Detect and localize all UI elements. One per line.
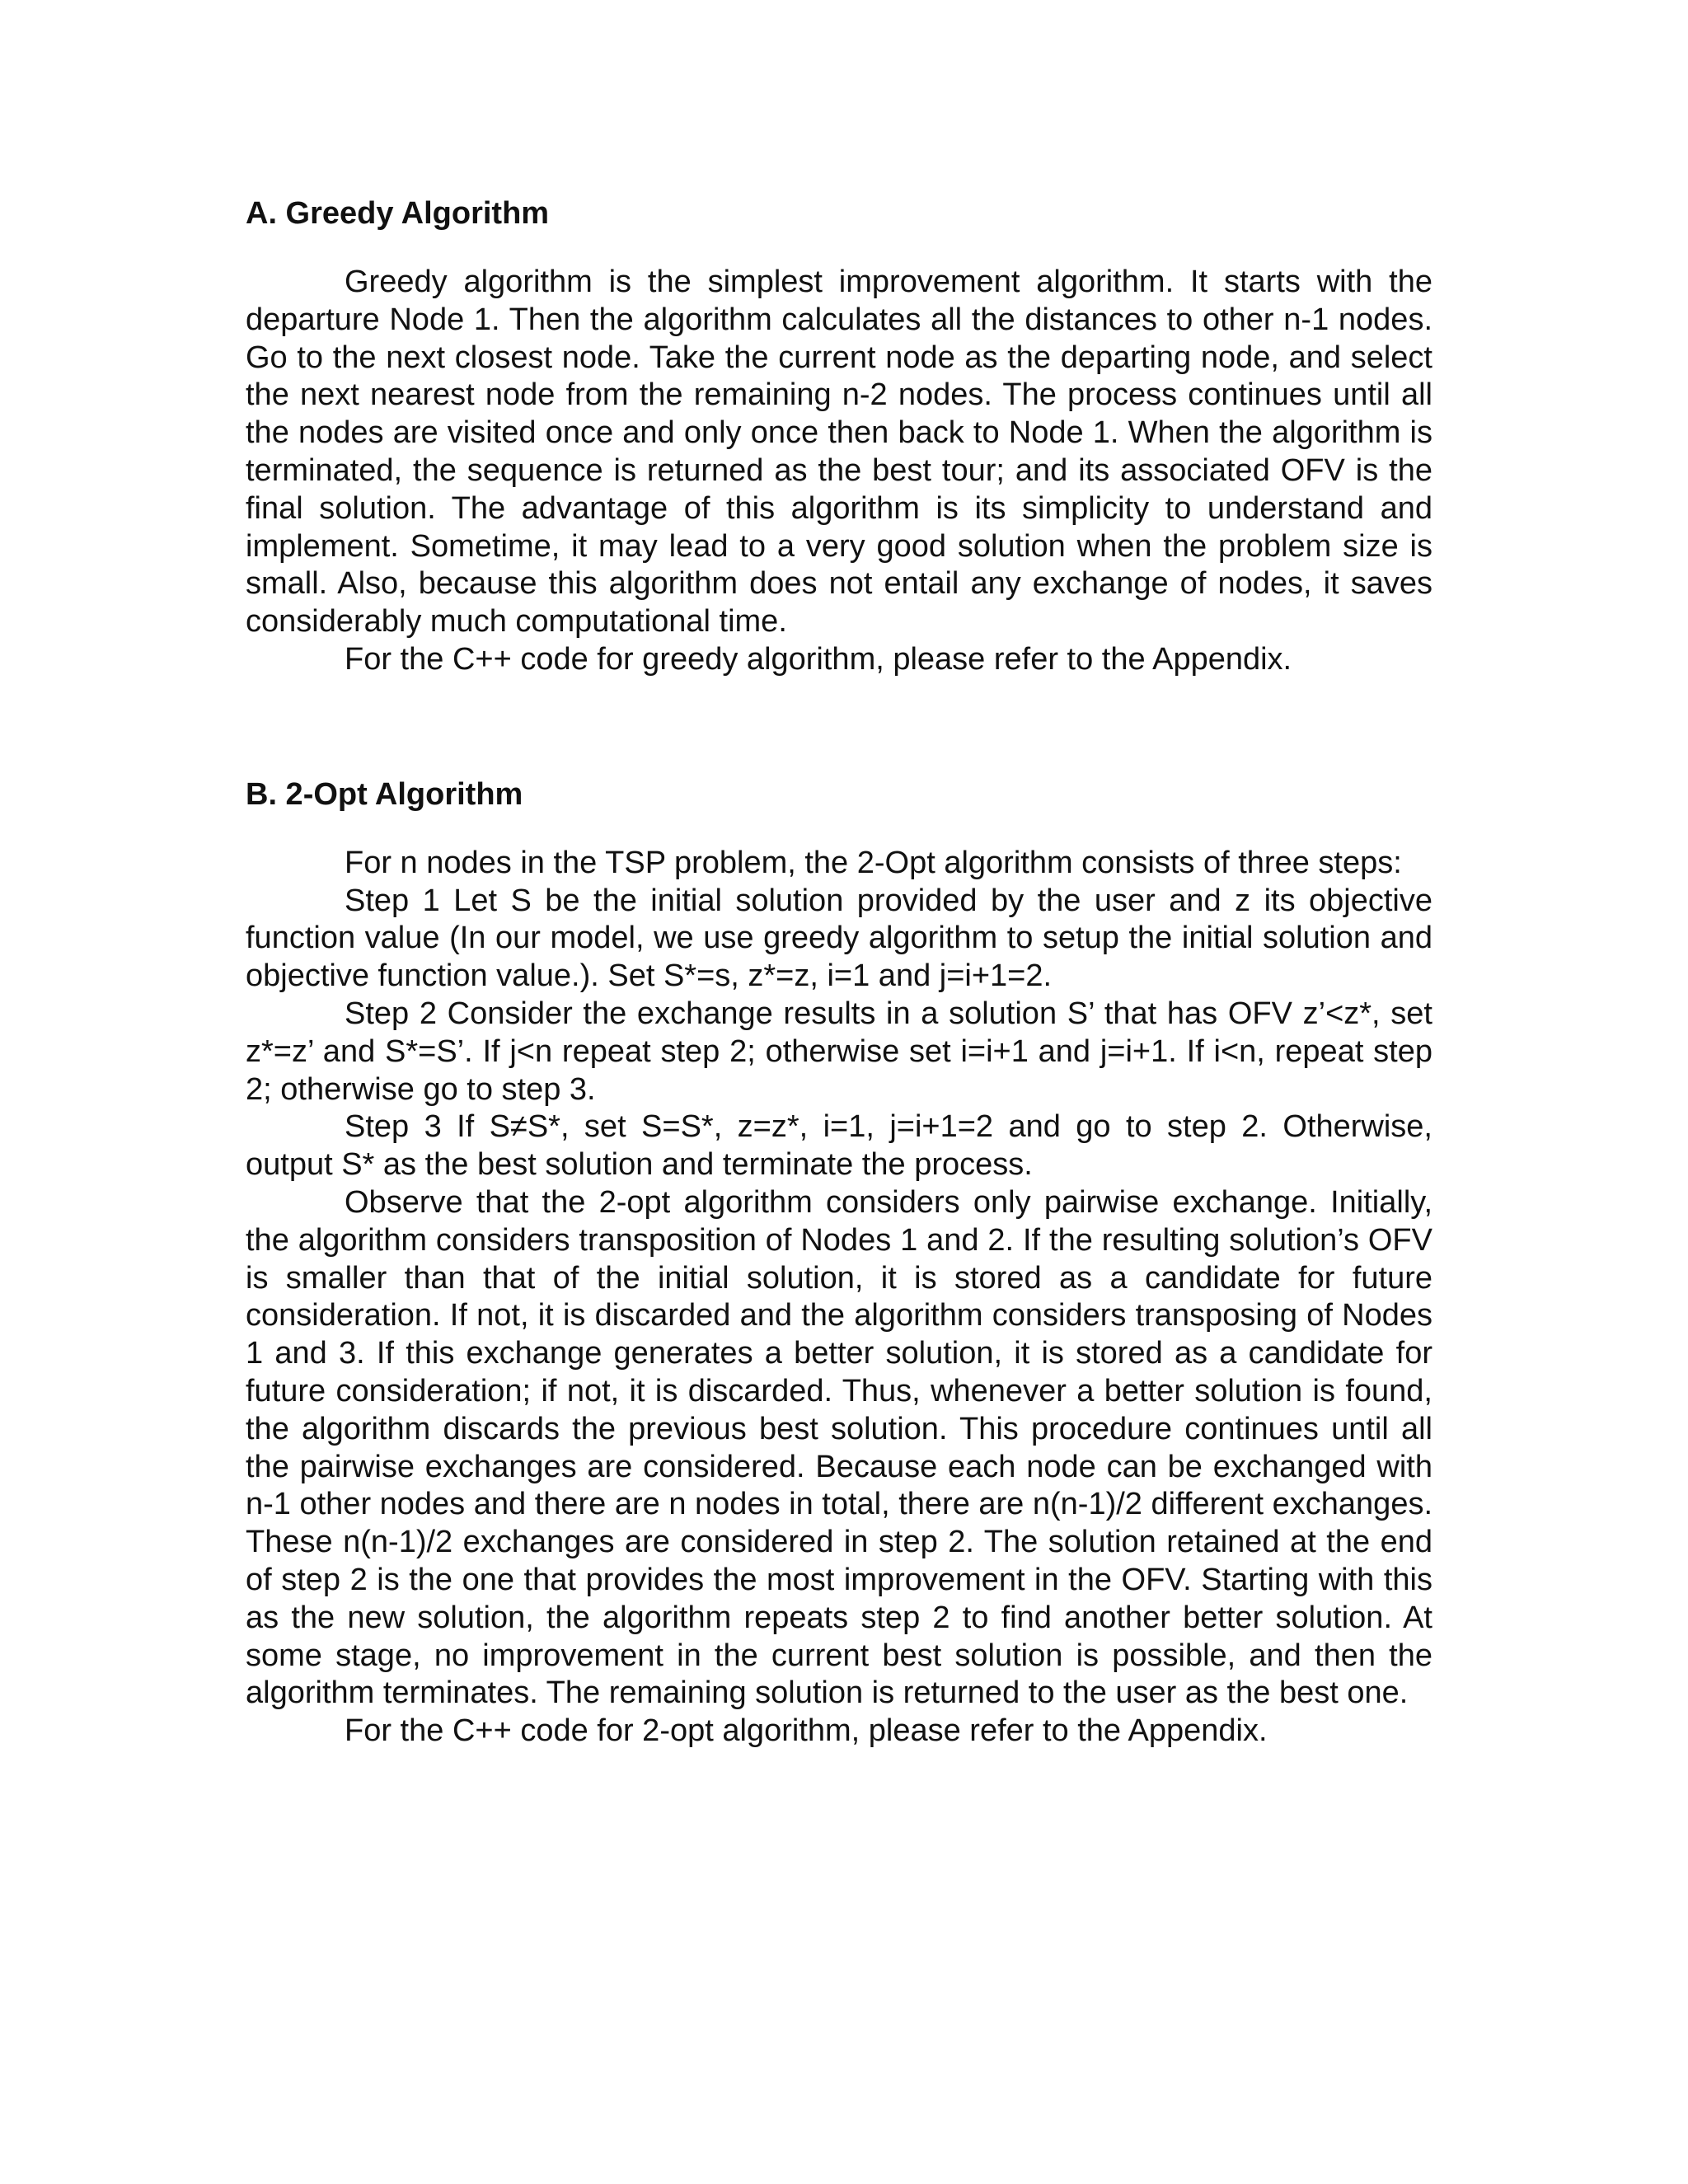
greedy-appendix-note: For the C++ code for greedy algorithm, please refer to the Appendix.	[345, 641, 1292, 677]
section-a-heading: A. Greedy Algorithm	[246, 196, 550, 231]
section-b-heading: B. 2-Opt Algorithm	[246, 776, 523, 812]
two-opt-step-3: Step 3 If S≠S*, set S=S*, z=z*, i=1, j=i+1=2 and go to step 2. Otherwise, output S* as the best solution and terminate the process.	[246, 1109, 1432, 1183]
section-spacer	[246, 679, 1432, 776]
two-opt-appendix-note: For the C++ code for 2-opt algorithm, please refer to the Appendix.	[345, 1713, 1268, 1749]
two-opt-step-1: Step 1 Let S be the initial solution provided by the user and z its objective function value (In our model, we use greedy algorithm to setup the initial solution and objective function value.). Set S*=s, z*=z, i=1 and j=i+1=2.	[246, 883, 1432, 994]
two-opt-intro-paragraph: For n nodes in the TSP problem, the 2-Opt algorithm consists of three steps:	[345, 845, 1402, 880]
two-opt-observation-paragraph: Observe that the 2-opt algorithm considers only pairwise exchange. Initially, the algorithm considers transposition of Nodes 1 and 2. If the resulting solution’s OFV is smaller than that of the initial solution, it is stored as a candidate for future consideration. If not, it is discarded and the algorithm considers transposing of Nodes 1 and 3. If this exchange generates a better solution, it is stored as a candidate for future consideration; if not, it is discarded. Thus, whenever a better solution is found, the algorithm discards the previous best solution. This procedure continues until all the pairwise exchanges are considered. Because each node can be exchanged with n-1 other nodes and there are n nodes in total, there are n(n-1)/2 different exchanges. These n(n-1)/2 exchanges are considered in step 2. The solution retained at the end of step 2 is the one that provides the most improvement in the OFV. Starting with this as the new solution, the algorithm repeats step 2 to find another better solution. At some stage, no improvement in the current best solution is possible, and then the algorithm terminates. The remaining solution is returned to the user as the best one.	[246, 1184, 1433, 1711]
document-page	[246, 194, 1432, 1750]
two-opt-step-2: Step 2 Consider the exchange results in a solution S’ that has OFV z’<z*, set z*=z’ and S*=S’. If j<n repeat step 2; otherwise set i=i+1 and j=i+1. If i<n, repeat step 2; otherwise go to step 3.	[246, 996, 1432, 1107]
greedy-description-paragraph: Greedy algorithm is the simplest improvement algorithm. It starts with the departure Node 1. Then the algorithm calculates all the distances to other n-1 nodes. Go to the next closest node. Take the current node as the departing node, and select the next nearest node from the remaining n-2 nodes. The process continues until all the nodes are visited once and only once then back to Node 1. When the algorithm is terminated, the sequence is returned as the best tour; and its associated OFV is the final solution. The advantage of this algorithm is its simplicity to understand and implement. Sometime, it may lead to a very good solution when the problem size is small. Also, because this algorithm does not entail any exchange of nodes, it saves considerably much computational time.	[246, 265, 1432, 640]
